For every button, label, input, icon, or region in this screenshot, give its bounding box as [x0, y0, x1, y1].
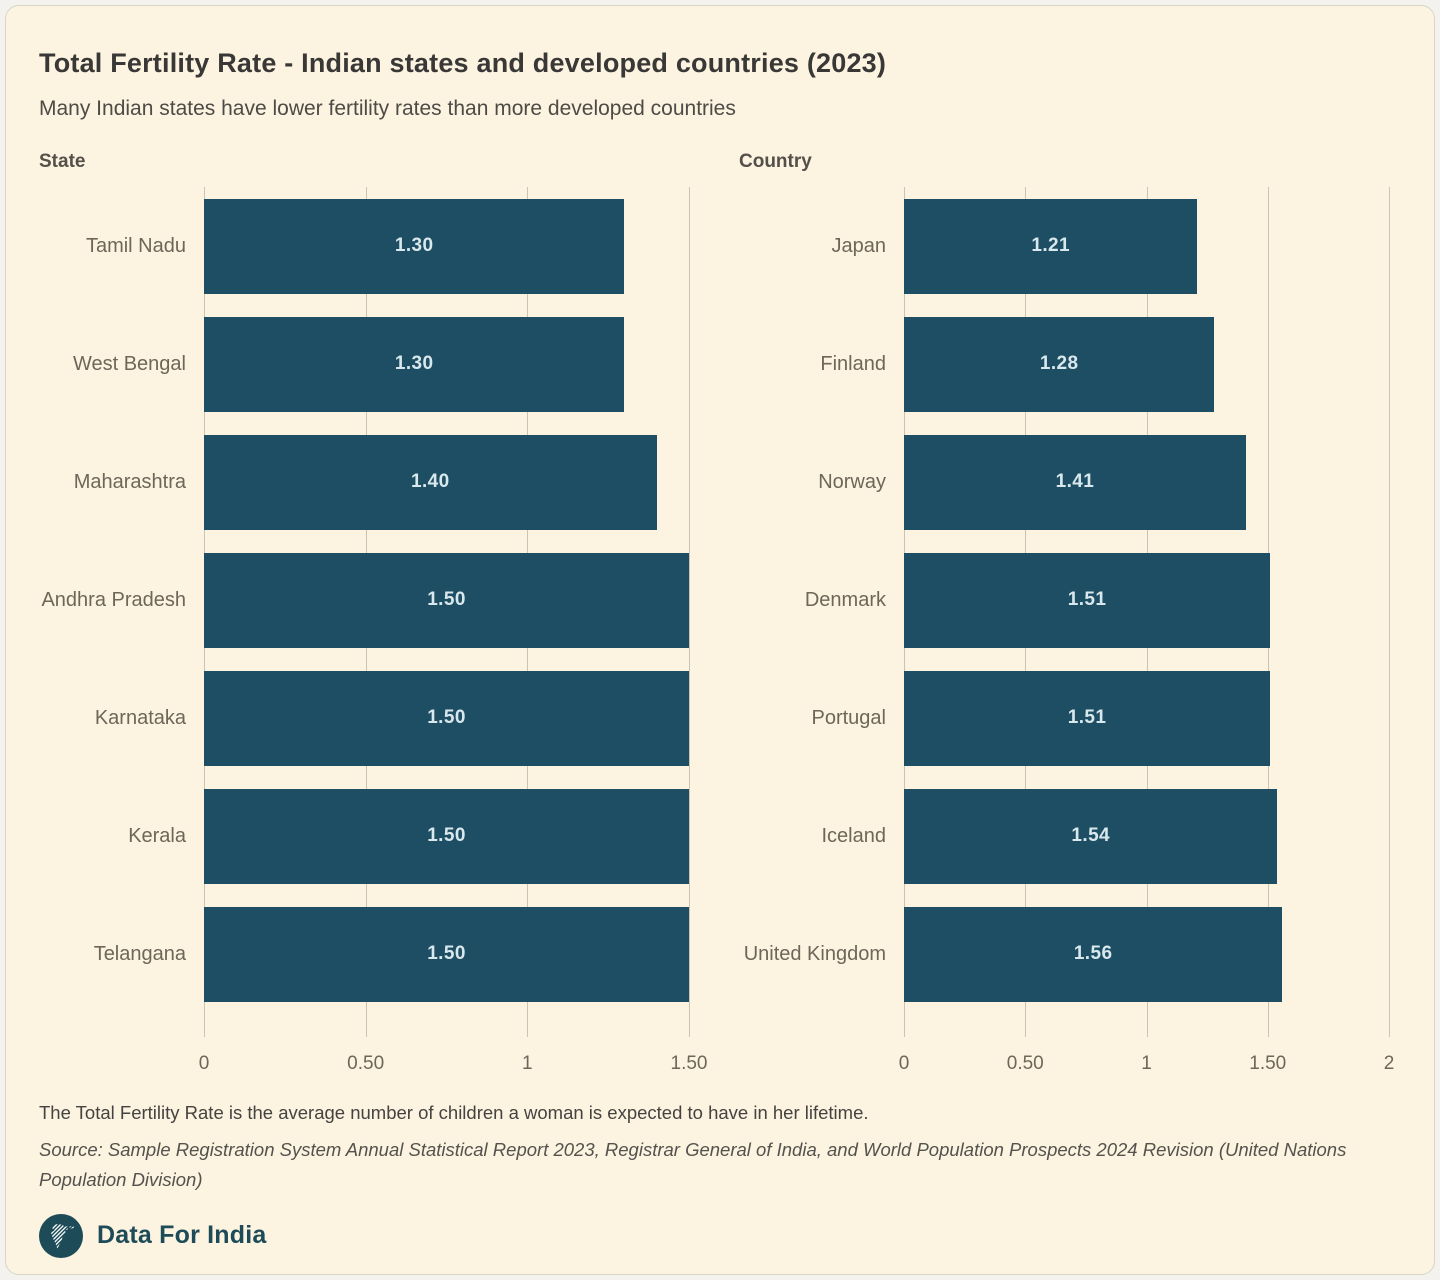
gridline [689, 187, 690, 1013]
bar [204, 317, 624, 412]
india-map-icon [39, 1214, 83, 1258]
category-label: Andhra Pradesh [41, 588, 186, 611]
axis-tick-label: 0.50 [1006, 1053, 1044, 1074]
page-title: Total Fertility Rate - Indian states and developed countries (2023) [39, 48, 887, 78]
bar-row [204, 777, 689, 895]
data-for-india-logo[interactable] [39, 1214, 267, 1258]
bar [204, 789, 689, 884]
bar [204, 907, 689, 1002]
bar-value-label: 1.54 [1071, 825, 1111, 846]
category-label: Denmark [804, 588, 886, 611]
category-label: Tamil Nadu [85, 234, 186, 257]
chart-panel-countries [739, 151, 1395, 1093]
bar-value-label: 1.30 [394, 353, 434, 374]
bar-row [204, 541, 689, 659]
category-label: Karnataka [94, 706, 186, 729]
axis-tick [689, 1013, 690, 1037]
bar-row [904, 187, 1389, 305]
bar-row [904, 423, 1389, 541]
bar [904, 553, 1270, 648]
category-label: Kerala [128, 824, 186, 847]
category-label: Japan [831, 234, 886, 257]
category-label: Telangana [93, 942, 186, 965]
plot-area-countries [898, 187, 1395, 1074]
bar-row [204, 659, 689, 777]
plot-area-states [198, 187, 708, 1074]
brand-name: Data For India [97, 1221, 267, 1250]
chart-body-countries [739, 187, 1395, 1093]
category-labels-countries [739, 187, 904, 1093]
bar [204, 435, 657, 530]
bar-row [904, 305, 1389, 423]
category-label: Norway [818, 470, 886, 493]
chart-card [5, 5, 1435, 1275]
bar [904, 789, 1277, 884]
category-label: Maharashtra [73, 470, 186, 493]
bar-row [204, 423, 689, 541]
page-subtitle: Many Indian states have lower fertility rates than more developed countries [39, 97, 736, 120]
footnote: The Total Fertility Rate is the average number of children a woman is expected to have in her lifetime. [39, 1102, 869, 1123]
bar-value-label: 1.21 [1031, 235, 1070, 256]
charts-container [39, 151, 1395, 1093]
bar-value-label: 1.51 [1067, 589, 1107, 610]
axis-tick [204, 1013, 205, 1037]
bar-value-label: 1.56 [1073, 943, 1113, 964]
panel-header-country: Country [739, 151, 812, 172]
axis-tick [1147, 1013, 1148, 1037]
bar-row [904, 541, 1389, 659]
bar [904, 199, 1197, 294]
bar-row [904, 777, 1389, 895]
axis-tick [904, 1013, 905, 1037]
axis-tick-label: 0 [198, 1053, 210, 1074]
axis-tick [1025, 1013, 1026, 1037]
bar-value-label: 1.50 [427, 589, 466, 610]
bar-value-label: 1.50 [427, 707, 466, 728]
axis-tick [1389, 1013, 1390, 1037]
axis-tick [1268, 1013, 1269, 1037]
bar [204, 671, 689, 766]
axis-tick [527, 1013, 528, 1037]
bar [904, 435, 1246, 530]
bar [904, 317, 1214, 412]
bar-value-label: 1.50 [427, 825, 466, 846]
bar-row [904, 659, 1389, 777]
axis-tick-label: 0.50 [347, 1053, 385, 1074]
axis-tick-label: 1 [1141, 1053, 1152, 1074]
axis-tick-label: 1 [522, 1053, 533, 1074]
axis-tick-label: 1.50 [1249, 1053, 1287, 1074]
category-label: United Kingdom [743, 942, 886, 965]
bar-value-label: 1.40 [411, 471, 450, 492]
chart-body-states [39, 187, 708, 1093]
bar-value-label: 1.28 [1039, 353, 1079, 374]
category-labels-states [39, 187, 204, 1093]
category-label: Finland [820, 352, 886, 375]
axis-tick-label: 1.50 [670, 1053, 708, 1074]
bar [904, 671, 1270, 766]
bar [904, 907, 1282, 1002]
bar-row [904, 895, 1389, 1013]
chart-panel-states [39, 151, 708, 1093]
bar-value-label: 1.30 [394, 235, 434, 256]
bar [204, 553, 689, 648]
bar-row [204, 895, 689, 1013]
category-label: West Bengal [72, 352, 186, 375]
bar-value-label: 1.50 [427, 943, 466, 964]
axis-tick-label: 0 [898, 1053, 910, 1074]
bar-row [204, 187, 689, 305]
bar-value-label: 1.41 [1055, 471, 1095, 492]
panel-header-state: State [39, 151, 86, 172]
bar [204, 199, 624, 294]
gridline [1389, 187, 1390, 1013]
category-label: Iceland [821, 824, 886, 847]
category-label: Portugal [811, 706, 886, 729]
source-note: Source: Sample Registration System Annual Statistical Report 2023, Registrar General of India, and World Population Prospects 2024 Revision (United Nations Population Division) [39, 1138, 1347, 1191]
axis-tick-label: 2 [1383, 1053, 1395, 1074]
axis-tick [366, 1013, 367, 1037]
bar-row [204, 305, 689, 423]
bar-value-label: 1.51 [1067, 707, 1107, 728]
